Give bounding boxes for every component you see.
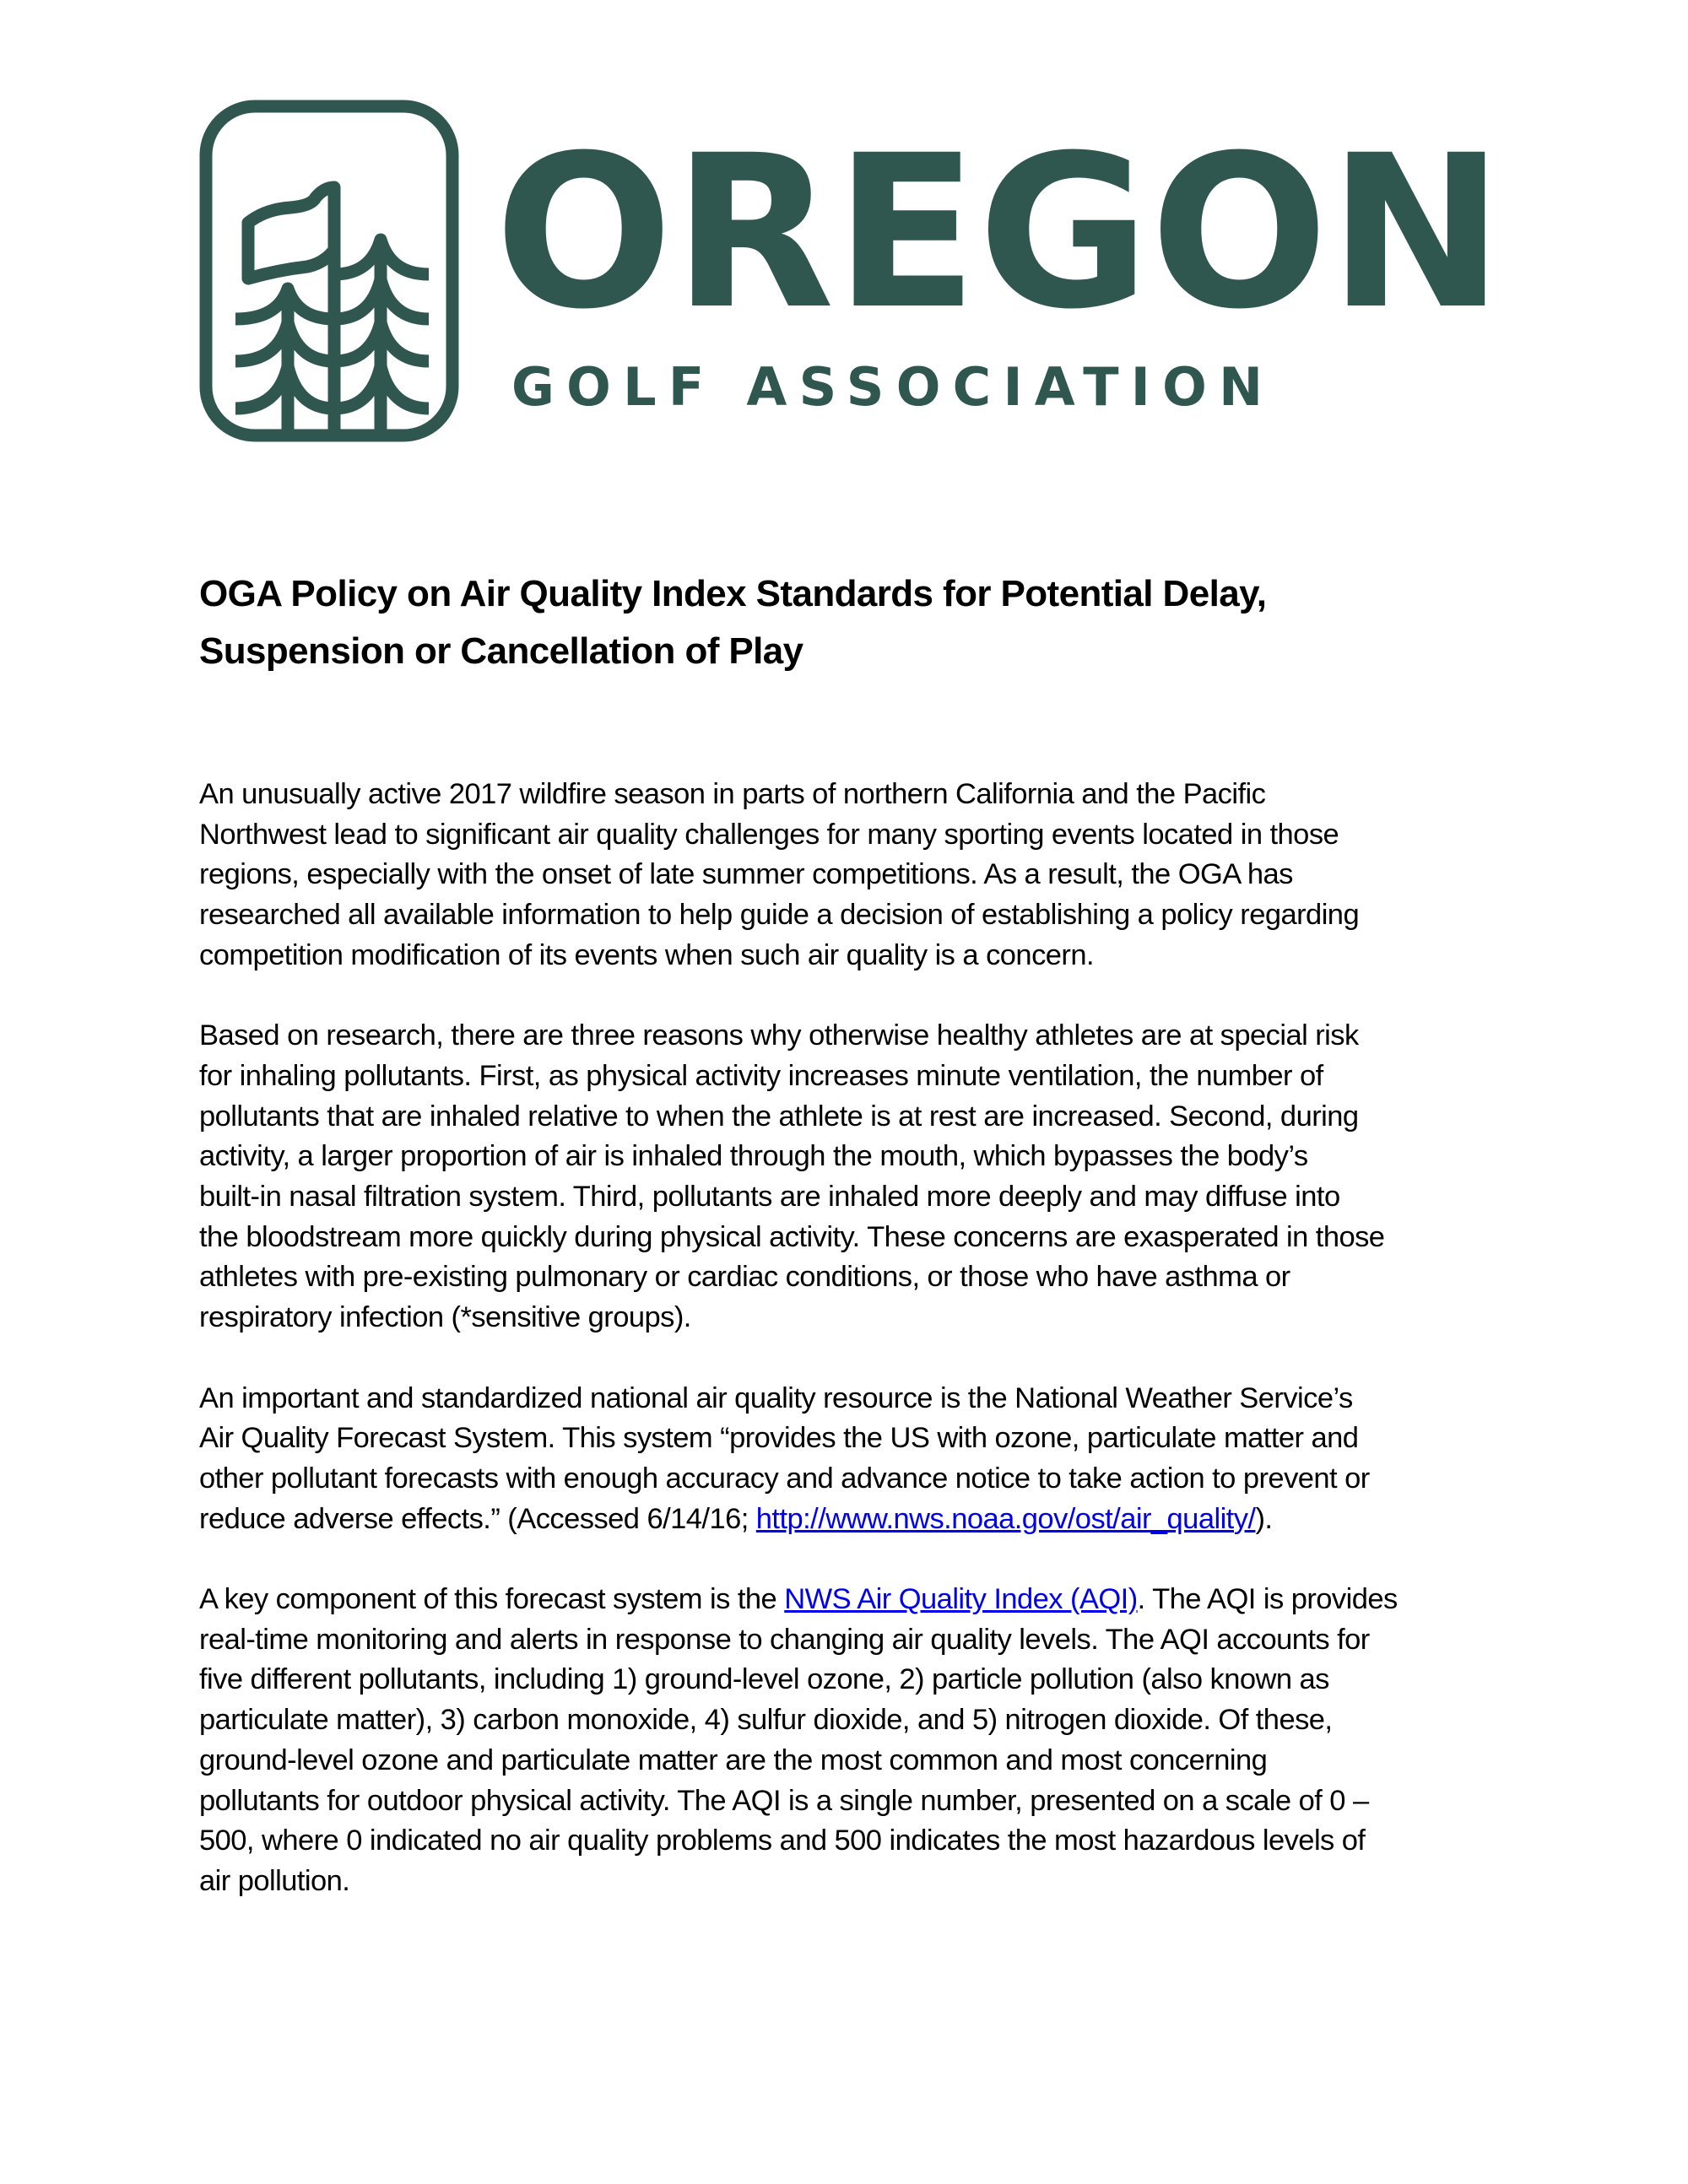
- text-line: Air Quality Forecast System. This system “provides the US with ozone, particulate matter and: [199, 1422, 1359, 1455]
- text-line: An important and standardized national air quality resource is the National Weather Service’s: [199, 1381, 1353, 1414]
- text-segment: . The AQI is provides: [1137, 1583, 1398, 1616]
- text-line: air pollution.: [199, 1864, 350, 1897]
- text-line: real-time monitoring and alerts in response to changing air quality levels. The AQI accounts for: [199, 1623, 1370, 1656]
- text-line: respiratory infection (*sensitive groups).: [199, 1301, 691, 1334]
- text-line: Based on research, there are three reasons why otherwise healthy athletes are at special risk: [199, 1019, 1359, 1052]
- text-segment: ).: [1255, 1502, 1273, 1535]
- brand-subtitle: [511, 354, 1271, 414]
- text-line: five different pollutants, including 1) ground-level ozone, 2) particle pollution (also known as: [199, 1663, 1329, 1696]
- text-line: ground-level ozone and particulate matter are the most common and most concerning: [199, 1743, 1268, 1776]
- text-line: built-in nasal filtration system. Third, pollutants are inhaled more deeply and may diffuse into: [199, 1181, 1340, 1214]
- paragraph-nws-forecast-system: [199, 1379, 1516, 1540]
- text-line: 500, where 0 indicated no air quality problems and 500 indicates the most hazardous levels of: [199, 1825, 1366, 1857]
- text-line: the bloodstream more quickly during physical activity. These concerns are exasperated in those: [199, 1220, 1385, 1253]
- paragraph-athlete-risk: [199, 1016, 1516, 1338]
- text-line: competition modification of its events when such air quality is a concern.: [199, 938, 1095, 971]
- text-line: athletes with pre-existing pulmonary or cardiac conditions, or those who have asthma or: [199, 1261, 1290, 1294]
- text-line: other pollutant forecasts with enough accuracy and advance notice to take action to prevent or: [199, 1462, 1370, 1495]
- text-line: researched all available information to help guide a decision of establishing a policy regarding: [199, 899, 1360, 932]
- text-line: Northwest lead to significant air quality challenges for many sporting events located in those: [199, 818, 1339, 851]
- paragraph-wildfire-season: [199, 775, 1516, 976]
- brand-wordmark: [495, 127, 1507, 321]
- document-title: [199, 565, 1516, 680]
- svg-text:GOLF ASSOCIATION: GOLF ASSOCIATION: [511, 356, 1263, 414]
- flag-and-pine-trees-icon: [197, 98, 461, 444]
- nws-air-quality-url-link[interactable]: http://www.nws.noaa.gov/ost/air_quality/: [755, 1502, 1256, 1535]
- text-line: [199, 1500, 1516, 1540]
- text-line: pollutants for outdoor physical activity. The AQI is a single number, presented on a scale of 0 –: [199, 1784, 1369, 1817]
- text-line: regions, especially with the onset of late summer competitions. As a result, the OGA has: [199, 858, 1293, 891]
- title-line: OGA Policy on Air Quality Index Standards for Potential Delay,: [199, 573, 1267, 614]
- title-line: Suspension or Cancellation of Play: [199, 630, 803, 672]
- text-segment: A key component of this forecast system is the: [199, 1583, 785, 1616]
- svg-text:OREGON: OREGON: [495, 127, 1504, 321]
- text-line: particulate matter), 3) carbon monoxide, 4) sulfur dioxide, and 5) nitrogen dioxide. Of these,: [199, 1704, 1333, 1737]
- document-body: [199, 775, 1516, 1942]
- text-line: activity, a larger proportion of air is inhaled through the mouth, which bypasses the body’s: [199, 1140, 1308, 1173]
- text-line: [199, 1580, 1516, 1620]
- nws-aqi-link[interactable]: NWS Air Quality Index (AQI): [784, 1583, 1138, 1616]
- text-line: An unusually active 2017 wildfire season in parts of northern California and the Pacific: [199, 778, 1266, 810]
- text-line: pollutants that are inhaled relative to when the athlete is at rest are increased. Second, during: [199, 1100, 1359, 1133]
- oga-logo: [0, 0, 1688, 473]
- paragraph-aqi: [199, 1580, 1516, 1902]
- text-line: for inhaling pollutants. First, as physical activity increases minute ventilation, the number of: [199, 1059, 1323, 1092]
- text-segment: reduce adverse effects.” (Accessed 6/14/16;: [199, 1502, 756, 1535]
